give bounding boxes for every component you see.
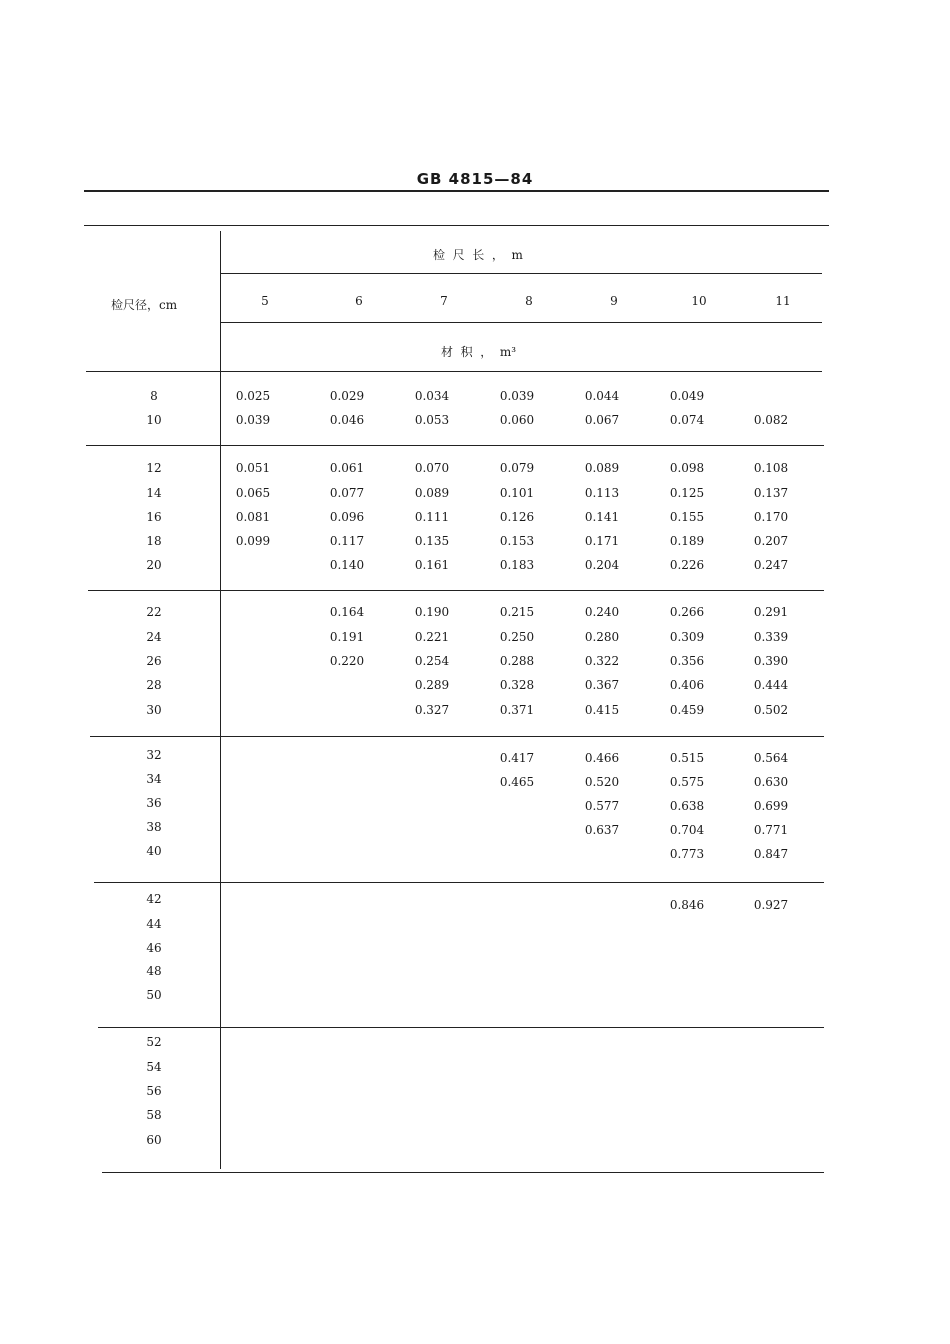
volume-cell: 0.220 (329, 654, 365, 668)
volume-cell: 0.061 (329, 461, 365, 475)
volume-cell: 0.039 (235, 413, 271, 427)
volume-cell: 0.444 (753, 678, 789, 692)
length-col-8: 8 (525, 294, 533, 308)
header-rule-2 (220, 322, 822, 323)
diameter-cell: 20 (146, 558, 162, 572)
diameter-cell: 32 (146, 748, 162, 762)
diameter-cell: 44 (146, 917, 162, 931)
group-rule (94, 882, 824, 883)
volume-cell: 0.406 (669, 678, 705, 692)
length-col-9: 9 (610, 294, 618, 308)
volume-cell: 0.520 (584, 775, 620, 789)
volume-cell: 0.356 (669, 654, 705, 668)
volume-cell: 0.189 (669, 534, 705, 548)
diameter-cell: 24 (146, 630, 162, 644)
length-col-6: 6 (355, 294, 363, 308)
volume-cell: 0.171 (584, 534, 620, 548)
volume-header: 材 积 ， m³ (441, 345, 517, 359)
group-rule (86, 445, 824, 446)
volume-cell: 0.637 (584, 823, 620, 837)
volume-cell: 0.699 (753, 799, 789, 813)
length-col-5: 5 (261, 294, 269, 308)
volume-cell: 0.141 (584, 510, 620, 524)
diameter-cell: 52 (146, 1035, 162, 1049)
diameter-cell: 30 (146, 703, 162, 717)
volume-cell: 0.190 (414, 605, 450, 619)
volume-cell: 0.135 (414, 534, 450, 548)
volume-cell: 0.466 (584, 751, 620, 765)
diameter-cell: 54 (146, 1060, 162, 1074)
diameter-cell: 58 (146, 1108, 162, 1122)
diameter-cell: 18 (146, 534, 162, 548)
diameter-cell: 14 (146, 486, 162, 500)
volume-cell: 0.207 (753, 534, 789, 548)
volume-cell: 0.067 (584, 413, 620, 427)
volume-cell: 0.371 (499, 703, 535, 717)
volume-cell: 0.288 (499, 654, 535, 668)
volume-cell: 0.153 (499, 534, 535, 548)
document-title: GB 4815—84 (416, 170, 534, 188)
volume-cell: 0.847 (753, 847, 789, 861)
volume-cell: 0.081 (235, 510, 271, 524)
length-col-11: 11 (775, 294, 791, 308)
title-rule (84, 190, 829, 192)
diameter-cell: 46 (146, 941, 162, 955)
volume-cell: 0.079 (499, 461, 535, 475)
volume-cell: 0.280 (584, 630, 620, 644)
volume-cell: 0.502 (753, 703, 789, 717)
volume-cell: 0.221 (414, 630, 450, 644)
volume-cell: 0.771 (753, 823, 789, 837)
diameter-cell: 8 (150, 389, 158, 403)
diameter-cell: 28 (146, 678, 162, 692)
volume-cell: 0.074 (669, 413, 705, 427)
volume-cell: 0.240 (584, 605, 620, 619)
volume-cell: 0.098 (669, 461, 705, 475)
volume-cell: 0.113 (584, 486, 620, 500)
volume-cell: 0.638 (669, 799, 705, 813)
diameter-cell: 42 (146, 892, 162, 906)
volume-cell: 0.044 (584, 389, 620, 403)
volume-cell: 0.126 (499, 510, 535, 524)
volume-cell: 0.183 (499, 558, 535, 572)
volume-cell: 0.247 (753, 558, 789, 572)
diameter-cell: 50 (146, 988, 162, 1002)
diameter-cell: 48 (146, 964, 162, 978)
volume-cell: 0.266 (669, 605, 705, 619)
volume-cell: 0.564 (753, 751, 789, 765)
volume-cell: 0.215 (499, 605, 535, 619)
volume-cell: 0.161 (414, 558, 450, 572)
volume-cell: 0.291 (753, 605, 789, 619)
volume-cell: 0.773 (669, 847, 705, 861)
length-col-7: 7 (440, 294, 448, 308)
volume-cell: 0.099 (235, 534, 271, 548)
diameter-cell: 16 (146, 510, 162, 524)
diameter-cell: 22 (146, 605, 162, 619)
volume-cell: 0.155 (669, 510, 705, 524)
volume-cell: 0.096 (329, 510, 365, 524)
diameter-cell: 38 (146, 820, 162, 834)
volume-cell: 0.082 (753, 413, 789, 427)
volume-cell: 0.089 (584, 461, 620, 475)
volume-cell: 0.034 (414, 389, 450, 403)
volume-cell: 0.415 (584, 703, 620, 717)
diameter-cell: 60 (146, 1133, 162, 1147)
volume-cell: 0.125 (669, 486, 705, 500)
volume-cell: 0.289 (414, 678, 450, 692)
volume-cell: 0.049 (669, 389, 705, 403)
volume-cell: 0.846 (669, 898, 705, 912)
volume-cell: 0.170 (753, 510, 789, 524)
diameter-cell: 12 (146, 461, 162, 475)
volume-cell: 0.575 (669, 775, 705, 789)
volume-cell: 0.630 (753, 775, 789, 789)
diameter-cell: 56 (146, 1084, 162, 1098)
volume-cell: 0.339 (753, 630, 789, 644)
volume-cell: 0.070 (414, 461, 450, 475)
volume-cell: 0.254 (414, 654, 450, 668)
diameter-cell: 36 (146, 796, 162, 810)
diameter-cell: 10 (146, 413, 162, 427)
volume-cell: 0.577 (584, 799, 620, 813)
volume-cell: 0.309 (669, 630, 705, 644)
group-rule (90, 736, 824, 737)
length-col-10: 10 (691, 294, 707, 308)
group-rule (98, 1027, 824, 1028)
volume-cell: 0.039 (499, 389, 535, 403)
volume-cell: 0.111 (414, 510, 450, 524)
table-top-rule (84, 225, 829, 226)
diameter-cell: 40 (146, 844, 162, 858)
volume-cell: 0.250 (499, 630, 535, 644)
volume-cell: 0.226 (669, 558, 705, 572)
volume-cell: 0.164 (329, 605, 365, 619)
volume-cell: 0.060 (499, 413, 535, 427)
volume-cell: 0.367 (584, 678, 620, 692)
volume-cell: 0.704 (669, 823, 705, 837)
volume-cell: 0.108 (753, 461, 789, 475)
header-rule-1 (220, 273, 822, 274)
volume-cell: 0.046 (329, 413, 365, 427)
volume-cell: 0.025 (235, 389, 271, 403)
diameter-cell: 34 (146, 772, 162, 786)
volume-cell: 0.515 (669, 751, 705, 765)
group-rule (88, 590, 824, 591)
volume-cell: 0.327 (414, 703, 450, 717)
volume-cell: 0.191 (329, 630, 365, 644)
volume-cell: 0.322 (584, 654, 620, 668)
volume-cell: 0.417 (499, 751, 535, 765)
volume-cell: 0.390 (753, 654, 789, 668)
volume-cell: 0.204 (584, 558, 620, 572)
length-header: 检 尺 长 ， m (433, 248, 523, 262)
volume-cell: 0.137 (753, 486, 789, 500)
header-bottom-rule (86, 371, 822, 372)
group-rule (102, 1172, 824, 1173)
diameter-cell: 26 (146, 654, 162, 668)
volume-cell: 0.101 (499, 486, 535, 500)
volume-cell: 0.051 (235, 461, 271, 475)
volume-cell: 0.927 (753, 898, 789, 912)
volume-cell: 0.029 (329, 389, 365, 403)
volume-cell: 0.465 (499, 775, 535, 789)
volume-cell: 0.459 (669, 703, 705, 717)
diameter-column-header: 检尺径，cm (111, 298, 178, 312)
volume-cell: 0.089 (414, 486, 450, 500)
volume-cell: 0.328 (499, 678, 535, 692)
volume-cell: 0.065 (235, 486, 271, 500)
volume-cell: 0.077 (329, 486, 365, 500)
volume-cell: 0.117 (329, 534, 365, 548)
volume-cell: 0.140 (329, 558, 365, 572)
volume-cell: 0.053 (414, 413, 450, 427)
